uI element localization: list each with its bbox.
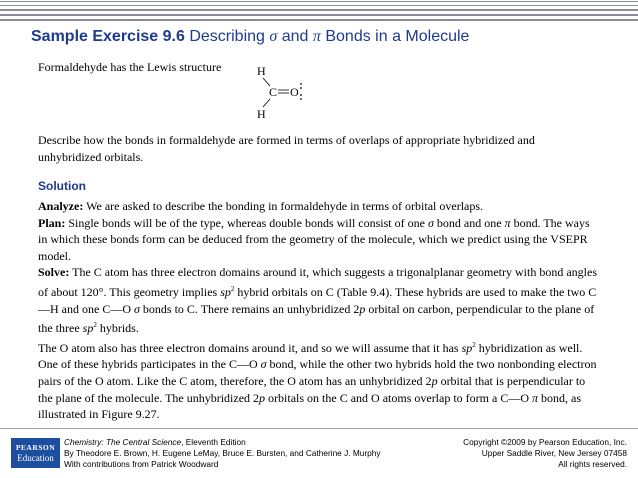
title-sigma-symbol: σ [269, 28, 278, 45]
solve-text: hybrids. [99, 321, 139, 336]
title-text-and: and [281, 28, 309, 45]
p-orbital-term: p [359, 301, 366, 316]
title-exercise-number: Sample Exercise 9.6 [31, 28, 185, 45]
oxygen-paragraph [38, 337, 600, 423]
title-text-describing: Describing [189, 28, 265, 45]
sigma-symbol: σ [260, 357, 267, 372]
carbon-label: C [269, 85, 278, 99]
contributions-line: With contributions from Patrick Woodward [64, 459, 219, 469]
analyze-text: We are asked to describe the bonding in formaldehyde in terms of orbital overlaps. [86, 199, 484, 213]
oxygen-label: O [290, 85, 299, 99]
solve-text: The C atom has three electron domains around it, which suggests a trigonalplanar geometry with bond angles of about 120°. This geometry implies [38, 265, 598, 299]
logo-line-1: PEARSON [15, 443, 56, 452]
book-edition: , Eleventh Edition [181, 437, 246, 447]
solve-paragraph [38, 264, 600, 336]
sp2-term: sp [82, 321, 94, 336]
question-text: Describe how the bonds in formaldehyde are formed in terms of overlaps of appropriate hybridized and unhybridized orbitals. [38, 133, 535, 164]
para-text: orbital that is perpendicular to the plane of the molecule. The unhybridized 2 [38, 373, 586, 405]
pearson-logo [11, 438, 60, 468]
analyze-label: Analyze: [38, 199, 84, 213]
page-title [31, 28, 469, 46]
solve-label: Solve: [38, 265, 70, 280]
sp2-term: sp [220, 284, 231, 299]
plan-paragraph [38, 215, 600, 265]
plan-label: Plan: [38, 215, 66, 230]
logo-line-2: Education [17, 453, 54, 463]
solve-text: hybrid orbitals on C (Table 9.4). These hybrids are used to make the two C—H and one C—O [38, 284, 597, 316]
sigma-symbol: σ [427, 215, 434, 230]
para-text: hybridization as well. One of these hybrids participates in the C—O [38, 340, 583, 372]
sigma-symbol: σ [134, 301, 140, 316]
title-pi-symbol: π [312, 28, 321, 45]
hydrogen-top-label: H [257, 64, 266, 78]
solution-heading: Solution [38, 179, 86, 193]
lone-pair-dot [300, 98, 302, 100]
rights-line: All rights reserved. [558, 459, 627, 469]
lone-pair-dot [300, 94, 302, 96]
formaldehyde-lewis-structure [248, 63, 318, 121]
hydrogen-bottom-label: H [257, 107, 266, 121]
solve-text: orbital on carbon, perpendicular to the plane of the three [38, 301, 595, 336]
title-text-bonds: Bonds in a Molecule [325, 28, 470, 45]
ch-bond-bottom [263, 99, 270, 107]
location-line: Upper Saddle River, New Jersey 07458 [481, 448, 627, 458]
book-title-line [64, 437, 381, 448]
footer-divider [0, 428, 638, 429]
sp2-term: sp [461, 340, 473, 355]
p-orbital-term: p [431, 373, 438, 388]
superscript-2: 2 [230, 284, 235, 293]
superscript-2: 2 [472, 340, 476, 349]
superscript-2: 2 [93, 321, 97, 330]
authors-line: By Theodore E. Brown, H. Eugene LeMay, Bruce E. Bursten, and Catherine J. Murphy [64, 448, 381, 458]
footer-copyright [463, 437, 627, 470]
book-title: Chemistry: The Central Science [64, 437, 182, 447]
pi-symbol: π [504, 215, 511, 230]
footer-book-info [64, 437, 381, 470]
para-text: The O atom also has three electron domains around it, and so we will assume that it has [38, 340, 459, 355]
para-text: bond, while the other two hybrids hold the two nonbonding electron pairs of the O atom. Like the C atom, therefore, the O atom has an unhybridized 2 [38, 357, 597, 388]
lone-pair-dot [300, 83, 302, 85]
plan-text: bond. The ways in which these bonds form can be deduced from the geometry of the molecule, which we predict using the VSEPR model. [38, 215, 590, 263]
intro-text: Formaldehyde has the Lewis structure [38, 60, 222, 74]
plan-text: Single bonds will be of the type, whereas double bonds will consist of one [68, 215, 425, 230]
copyright-line: Copyright ©2009 by Pearson Education, Inc. [463, 437, 627, 447]
plan-text: bond and one [436, 215, 502, 230]
para-text: orbitals on the C and O atoms overlap to form a C—O [268, 390, 529, 405]
analyze-paragraph [38, 198, 600, 215]
solve-text: bonds to C. There remains an unhybridized 2 [142, 301, 360, 316]
p-orbital-term: p [259, 390, 266, 405]
pi-symbol: π [532, 390, 539, 405]
top-rule-lines [0, 0, 638, 21]
para-text: bond, as illustrated in Figure 9.27. [38, 390, 582, 422]
lone-pair-dot [300, 87, 302, 89]
solution-body [38, 198, 600, 423]
